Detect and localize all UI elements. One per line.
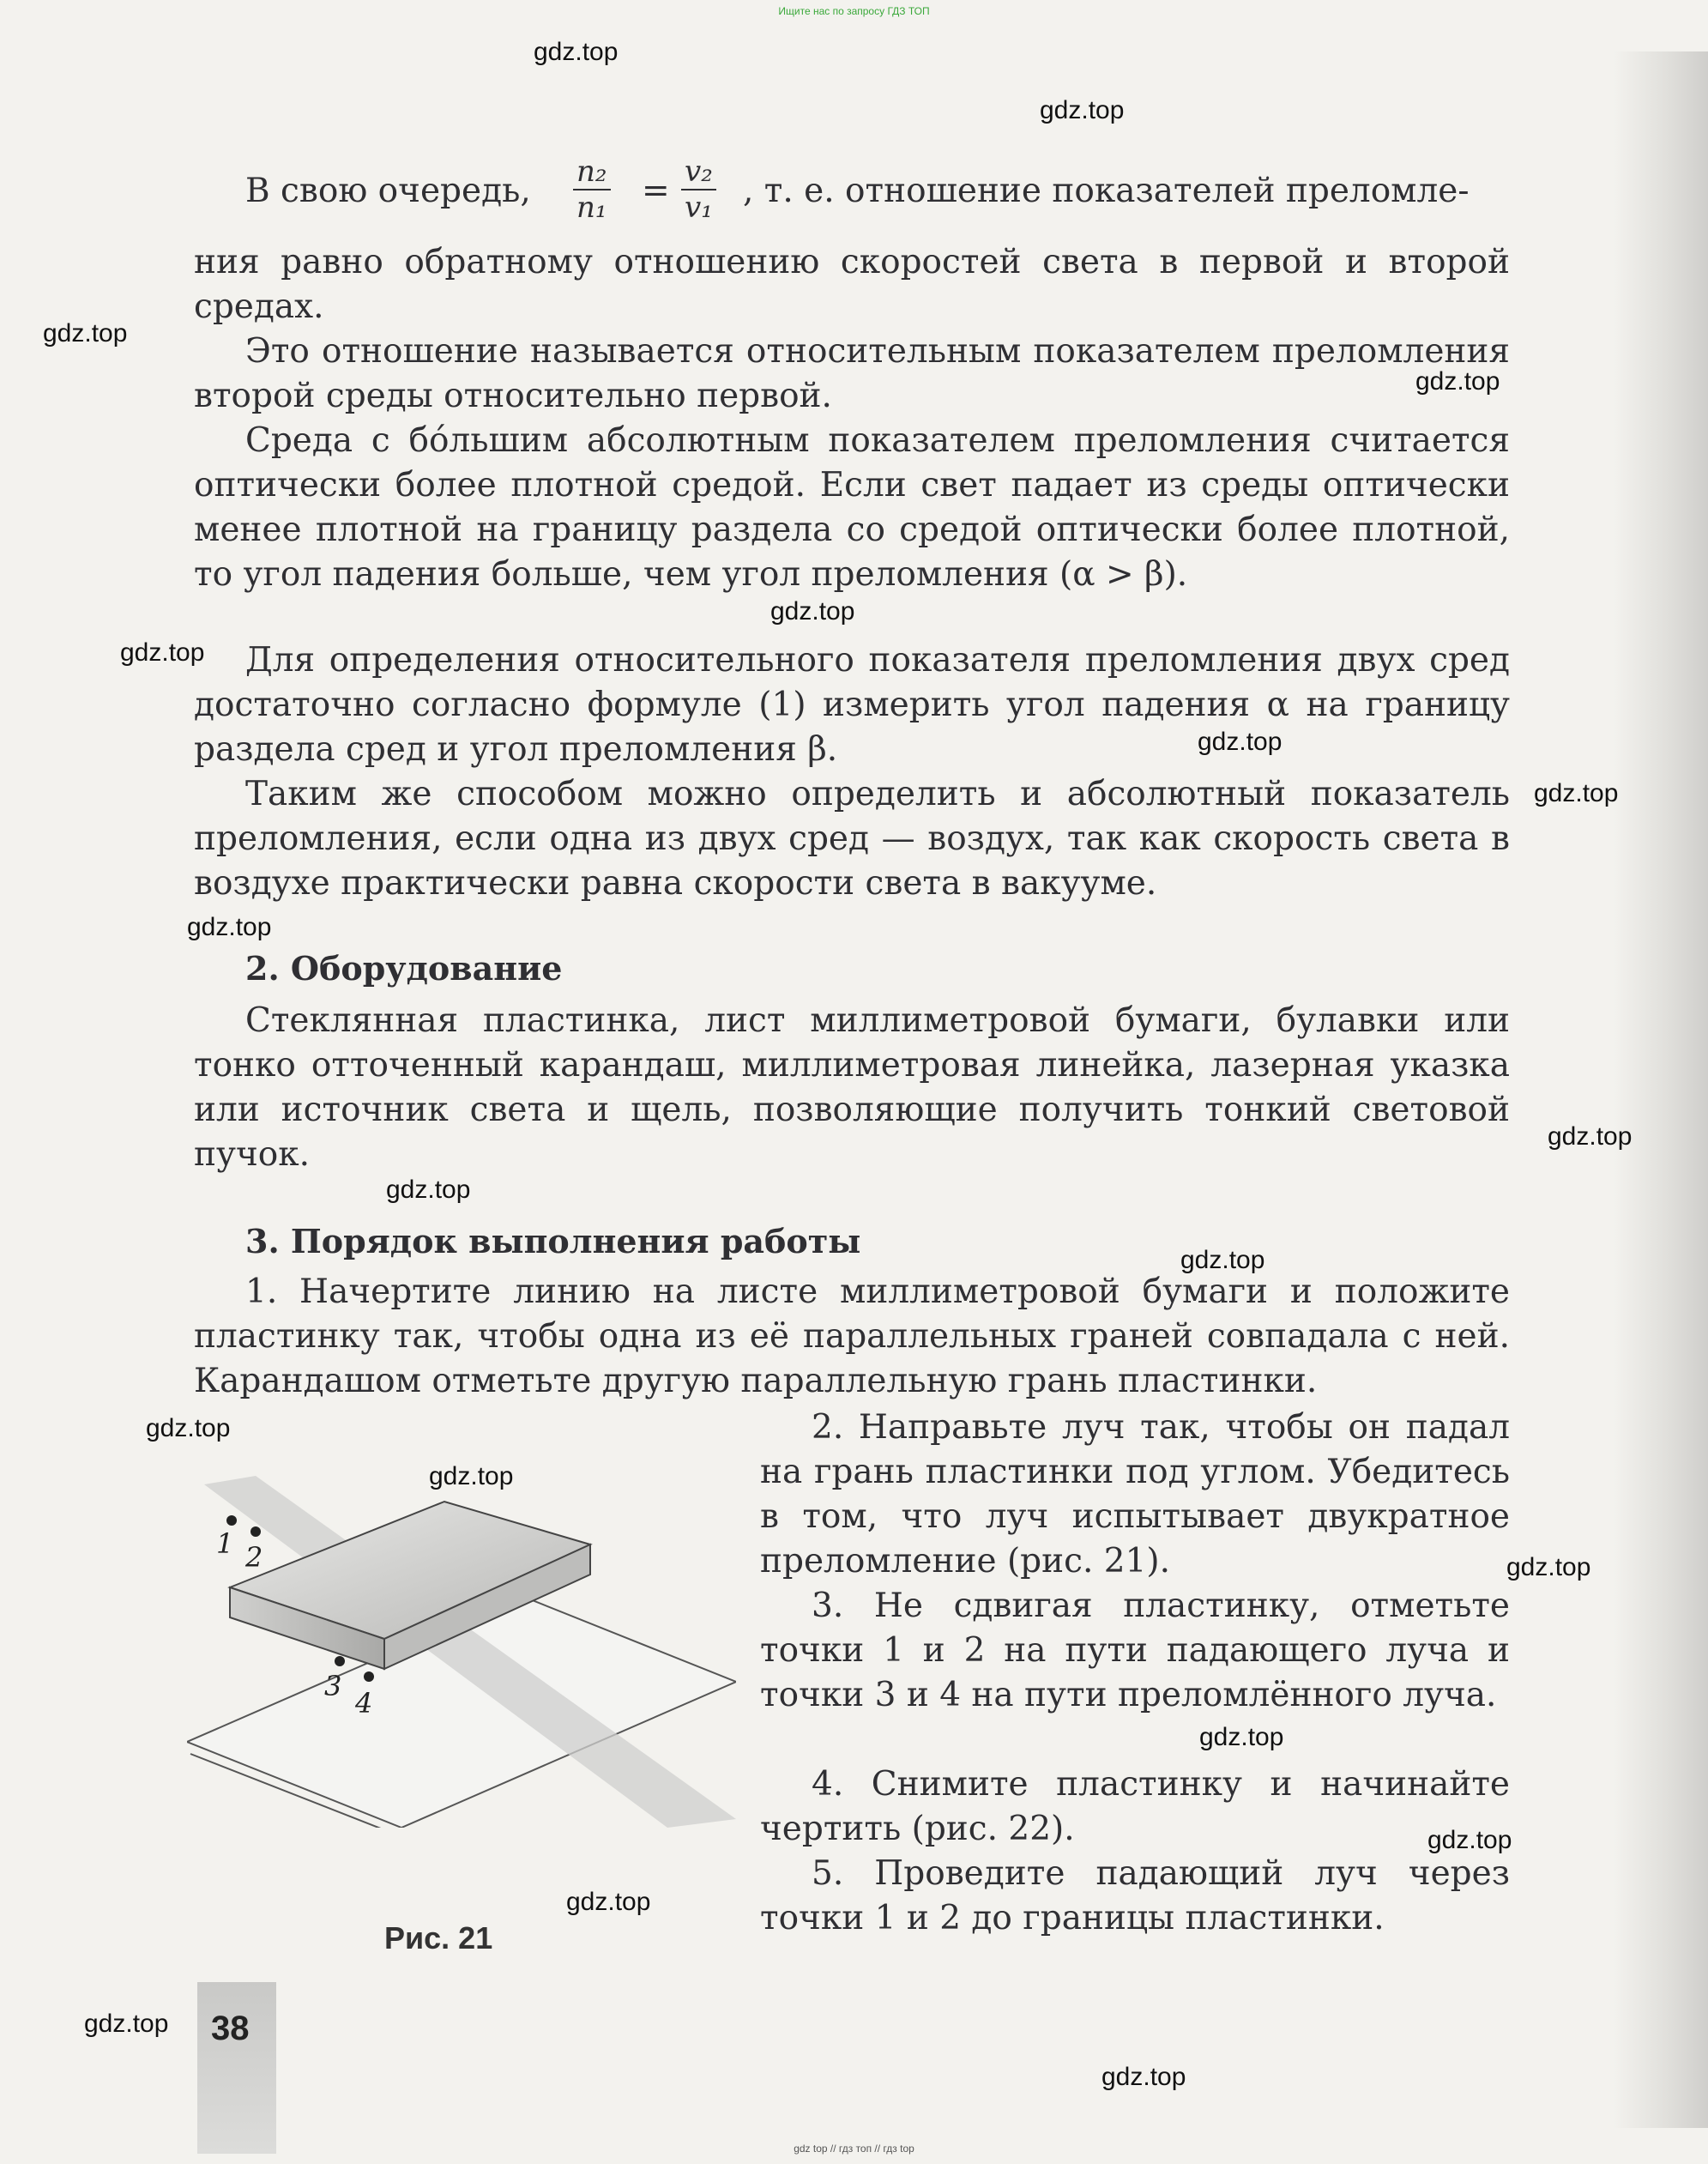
watermark: gdz.top: [1199, 1723, 1284, 1751]
point-label: 2: [245, 1541, 263, 1574]
formula-suffix: , т. е. отношение показателей преломле-: [743, 172, 1470, 210]
watermark: gdz.top: [120, 638, 205, 667]
watermark: gdz.top: [1040, 96, 1125, 124]
equals-sign: =: [642, 172, 670, 210]
figure-caption: Рис. 21: [384, 1920, 493, 1955]
watermark: gdz.top: [386, 1176, 471, 1204]
point-marker: [364, 1671, 374, 1682]
formula-prefix: В свою очередь,: [245, 172, 531, 210]
step-text: 2. Направьте луч так, чтобы он падал на грань пластинки под углом. Убедитесь в том, что луч испытывает двукратное преломление (рис. 21).: [760, 1408, 1510, 1581]
watermark: gdz.top: [1506, 1553, 1591, 1581]
numerator: n₂: [573, 154, 611, 190]
watermark: gdz.top: [187, 913, 272, 941]
watermark: gdz.top: [770, 597, 855, 626]
watermark: gdz.top: [534, 38, 619, 66]
page-number: 38: [211, 2010, 250, 2047]
paragraph: Таким же способом можно определить и абсолютный показатель преломления, если одна из двух сред — воздух, так как скорость света в воздухе практически равна скорости света в вакууме.: [194, 775, 1510, 903]
point-marker: [250, 1526, 261, 1537]
point-marker: [226, 1515, 237, 1526]
step-text: 4. Снимите пластинку и начинайте чертить (рис. 22).: [760, 1765, 1510, 1848]
watermark: gdz.top: [1548, 1122, 1633, 1151]
watermark: gdz.top: [1198, 728, 1283, 756]
watermark: gdz.top: [1180, 1246, 1265, 1274]
fraction-v: [681, 154, 716, 225]
point-label: 1: [216, 1527, 234, 1560]
section-heading: 3. Порядок выполнения работы: [245, 1222, 861, 1260]
watermark: gdz.top: [1427, 1826, 1512, 1854]
footer-note: gdz top // гдз топ // гдз top: [794, 2143, 914, 2155]
step-text: 5. Проведите падающий луч через точки 1 и 2 до границы пластинки.: [760, 1854, 1510, 1937]
watermark: gdz.top: [1415, 367, 1500, 396]
step-text: 1. Начертите линию на листе миллиметровой бумаги и положите пластинку так, чтобы одна из её параллельных граней совпадала с ней. Карандашом отметьте другую параллельную грань пластинки.: [194, 1272, 1510, 1400]
watermark: gdz.top: [566, 1888, 651, 1916]
point-label: 4: [355, 1687, 373, 1720]
paragraph: Для определения относительного показателя преломления двух сред достаточно согласно формуле (1) измерить угол падения α на границу раздела сред и угол преломления β.: [194, 641, 1510, 769]
numerator: v₂: [681, 154, 716, 190]
page-number-strip: [197, 1982, 276, 2154]
watermark: gdz.top: [1101, 2063, 1186, 2091]
step-text: 3. Не сдвигая пластинку, отметьте точки 1 и 2 на пути падающего луча и точки 3 и 4 на пути преломлённого луча.: [760, 1587, 1510, 1714]
point-label: 3: [324, 1670, 342, 1702]
paragraph: Стеклянная пластинка, лист миллиметровой бумаги, булавки или тонко отточенный карандаш, миллиметровая линейка, лазерная указка или источник света и щель, позволяющие получить тонкий световой пучок.: [194, 1001, 1510, 1174]
paragraph: Среда с бо́льшим абсолютным показателем преломления считается оптически более плотной средой. Если свет падает из среды оптически менее плотной на границу раздела со средой оптически более плотной, то угол падения больше, чем угол преломления (α > β).: [194, 421, 1510, 594]
page-edge-shadow: [1614, 51, 1708, 2128]
watermark: gdz.top: [84, 2010, 169, 2038]
watermark: gdz.top: [429, 1462, 514, 1490]
watermark: gdz.top: [43, 319, 128, 348]
fraction-n: [573, 154, 611, 225]
denominator: v₁: [685, 190, 713, 225]
watermark: gdz.top: [1534, 779, 1619, 807]
header-note: Ищите нас по запросу ГДЗ ТОП: [778, 5, 930, 17]
section-heading: 2. Оборудование: [245, 949, 563, 988]
paragraph: ния равно обратному отношению скоростей света в первой и второй средах.: [194, 243, 1510, 326]
denominator: n₁: [576, 190, 607, 225]
watermark: gdz.top: [146, 1414, 231, 1442]
paragraph: Это отношение называется относительным показателем преломления второй среды относительно первой.: [194, 332, 1510, 415]
point-marker: [335, 1656, 345, 1666]
figure-glass-plate: [187, 1450, 736, 1828]
